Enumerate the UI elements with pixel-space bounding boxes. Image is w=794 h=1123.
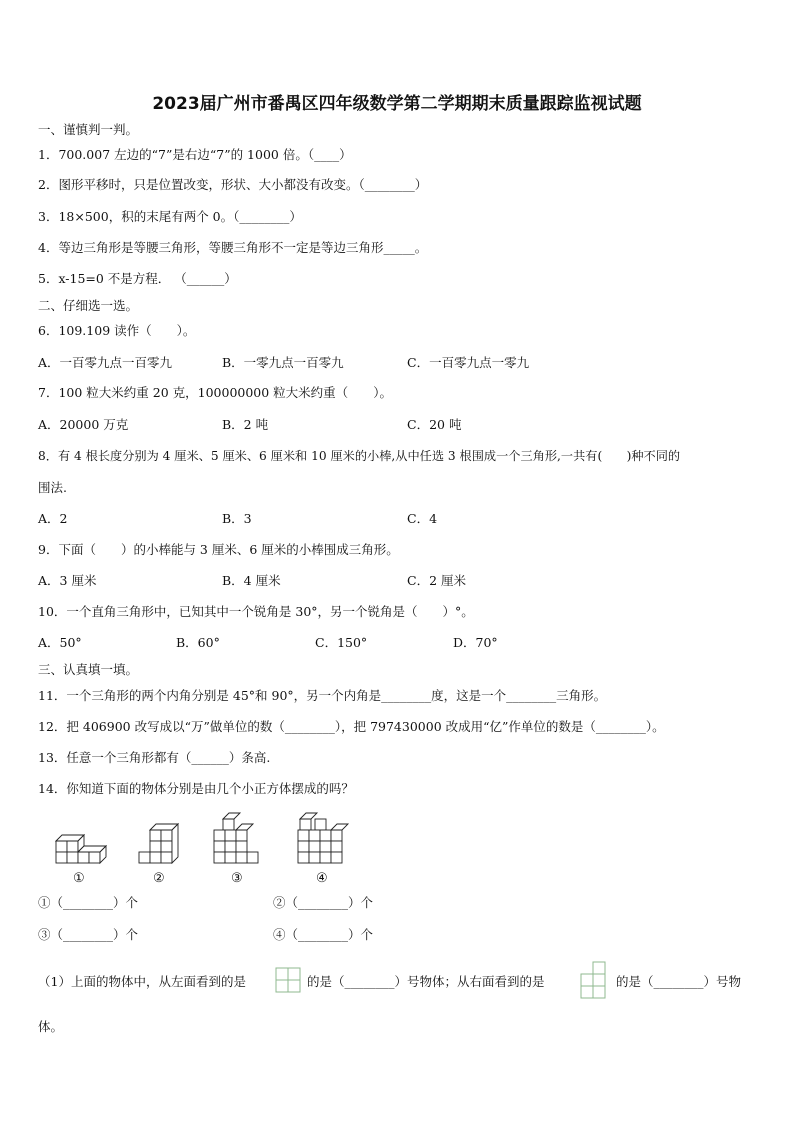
question-8-option-c: C．4 [407,511,438,526]
subquestion-1-part-a: （1）上面的物体中，从左面看到的是 [38,974,246,989]
question-7-option-b: B．2 吨 [222,417,269,432]
question-7-option-c: C．20 吨 [407,417,462,432]
question-10-option-b: B．60° [176,635,220,650]
answer-blank-3: ③（________）个 [38,927,139,942]
subquestion-1-part-d: 体。 [38,1019,64,1034]
question-8-option-a: A．2 [38,511,68,526]
figure-label-2: ② [153,871,165,886]
question-8-stem: 8．有 4 根长度分别为 4 厘米、5 厘米、6 厘米和 10 厘米的小棒,从中任选 3 根围成一个三角形,一共有( )种不同的 [38,449,681,463]
subquestion-1-part-c: 的是（________）号物 [616,974,742,989]
question-9-option-a: A．3 厘米 [38,573,97,588]
question-7-stem: 7．100 粒大米约重 20 克，100000000 粒大米约重（ ）。 [38,385,392,400]
figure-label-3: ③ [231,871,243,886]
answer-blank-1: ①（________）个 [38,895,139,910]
page-title: 2023届广州市番禺区四年级数学第二学期期末质量跟踪监视试题 [152,94,642,114]
section-heading-fill: 三、认真填一填。 [38,662,139,677]
question-6-option-a: A．一百零九点一百零九 [38,355,173,370]
answer-blank-4: ④（________）个 [273,927,374,942]
question-14-stem: 14．你知道下面的物体分别是由几个小正方体摆成的吗？ [38,781,354,796]
question-9-option-b: B．4 厘米 [222,573,281,588]
section-heading-choose: 二、仔细选一选。 [38,298,139,313]
question-9-stem: 9．下面（ ）的小棒能与 3 厘米、6 厘米的小棒围成三角形。 [38,542,399,557]
question-10-option-c: C．150° [315,635,368,650]
question-5: 5．x-15=0 不是方程． （______） [38,271,237,286]
answer-blank-2: ②（________）个 [273,895,374,910]
cube-figure-4 [295,810,355,870]
right-view-grid-icon [579,961,607,999]
question-6-option-c: C．一百零九点一零九 [407,355,530,370]
left-view-grid-icon [275,967,301,993]
subquestion-1-part-b: 的是（________）号物体；从右面看到的是 [307,974,545,989]
question-8-stem-cont: 围法. [38,480,67,495]
question-2: 2．图形平移时，只是位置改变，形状、大小都没有改变。（________） [38,177,428,192]
cube-figure-3 [211,810,267,870]
question-6-option-b: B．一零九点一百零九 [222,355,344,370]
question-3: 3．18×500，积的末尾有两个 0。（________） [38,209,302,224]
question-13: 13．任意一个三角形都有（______）条高. [38,750,271,765]
question-10-option-a: A．50° [38,635,82,650]
question-8-option-b: B．3 [222,511,252,526]
question-10-stem: 10．一个直角三角形中，已知其中一个锐角是 30°，另一个锐角是（ ）°。 [38,604,474,619]
question-7-option-a: A．20000 万克 [38,417,129,432]
question-4: 4．等边三角形是等腰三角形，等腰三角形不一定是等边三角形_____。 [38,240,428,255]
question-6-stem: 6．109.109 读作（ ）。 [38,323,196,338]
section-heading-judge: 一、谨慎判一判。 [38,122,139,137]
figure-label-4: ④ [316,871,328,886]
question-12: 12．把 406900 改写成以“万”做单位的数（________），把 797430000 改成用“亿”作单位的数是（________）。 [38,719,665,734]
question-10-option-d: D．70° [453,635,498,650]
figure-label-1: ① [73,871,85,886]
question-11: 11．一个三角形的两个内角分别是 45°和 90°，另一个内角是________度，这是一个________三角形。 [38,688,607,703]
cube-figure-1 [52,825,108,869]
cube-figure-2 [137,820,187,870]
question-9-option-c: C．2 厘米 [407,573,466,588]
question-1: 1．700.007 左边的“7”是右边“7”的 1000 倍。（____） [38,147,352,162]
